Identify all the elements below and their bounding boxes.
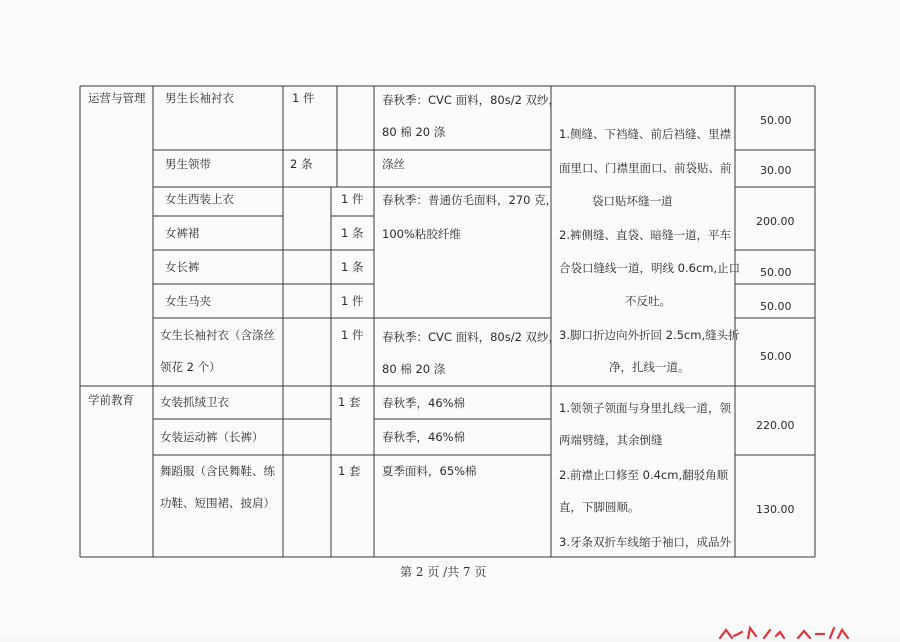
qty-cell: 1 件 [292,91,315,105]
process-line: 不反吐。 [625,294,671,308]
qty-cell: 1 套 [338,395,361,409]
material-cell: 春秋季：普通仿毛面料，270 克， [382,193,558,207]
process-line: 合袋口缝线一道，明线 0.6cm,止口 [559,261,741,275]
qty-cell: 1 条 [341,260,364,274]
item-cell: 女生马夹 [165,294,211,308]
qty-cell: 1 件 [341,294,364,308]
category-preschool: 学前教育 [88,393,134,407]
process-line: 2.前襟止口修至 0.4cm,翻驳角顺 [559,468,729,482]
price-cell: 50.00 [760,350,792,363]
process-line: 2.裤侧缝、直袋、暗缝一道，平车 [559,228,731,242]
item-cell: 男生长袖衬衣 [165,91,234,105]
material-cell: 春秋季，46%棉 [382,430,466,444]
process-line: 3.牙条双折车线缩于袖口，成品外 [559,535,731,549]
price-cell: 50.00 [760,300,792,313]
qty-cell: 1 条 [341,226,364,240]
item-cell: 女装抓绒卫衣 [160,395,229,409]
item-cell: 领花 2 个） [160,360,221,374]
price-cell: 220.00 [756,419,795,432]
material-cell: 涤丝 [382,157,405,171]
price-cell: 200.00 [756,215,795,228]
price-cell: 130.00 [756,503,795,516]
material-cell: 80 棉 20 涤 [382,362,446,376]
process-line: 面里口、门襟里面口、前袋贴、前 [559,161,732,175]
material-cell: 春秋季，46%棉 [382,396,466,410]
item-cell: 女裤裙 [165,226,200,240]
item-cell: 女生西装上衣 [165,192,234,206]
qty-cell: 1 件 [341,328,364,342]
red-stamp [712,618,862,642]
item-cell: 功鞋、短围裙、披肩） [160,496,275,510]
material-cell: 100%粘胶纤维 [382,227,461,241]
category-ops: 运营与管理 [88,91,146,105]
page-number: 第 2 页 /共 7 页 [400,565,487,579]
process-line: 净，扎线一道。 [609,360,690,374]
item-cell: 舞蹈服（含民舞鞋、练 [160,464,275,478]
item-cell: 女生长袖衬衣（含涤丝 [160,328,275,342]
item-cell: 男生领带 [165,157,211,171]
process-line: 两端劈缝，其余倒缝 [559,433,663,447]
item-cell: 女装运动裤（长裤） [160,430,264,444]
item-cell: 女长裤 [165,260,200,274]
material-cell: 春秋季：CVC 面料，80s/2 双纱， [382,330,561,344]
process-line: 袋口贴坏缝一道 [592,194,673,208]
qty-cell: 1 件 [341,192,364,206]
process-line: 1.领领子领面与身里扎线一道，领 [559,401,731,415]
price-cell: 30.00 [760,164,792,177]
qty-cell: 2 条 [290,157,313,171]
material-cell: 夏季面料，65%棉 [382,464,477,478]
process-line: 1.侧缝、下裆缝、前后裆缝、里襟 [559,127,731,141]
price-cell: 50.00 [760,266,792,279]
process-line: 3.脚口折边向外折回 2.5cm,缝头折 [559,328,740,342]
material-cell: 80 棉 20 涤 [382,125,446,139]
qty-cell: 1 套 [338,464,361,478]
process-line: 直，下脚圆顺。 [559,500,640,514]
material-cell: 春秋季：CVC 面料，80s/2 双纱， [382,93,561,107]
price-cell: 50.00 [760,114,792,127]
